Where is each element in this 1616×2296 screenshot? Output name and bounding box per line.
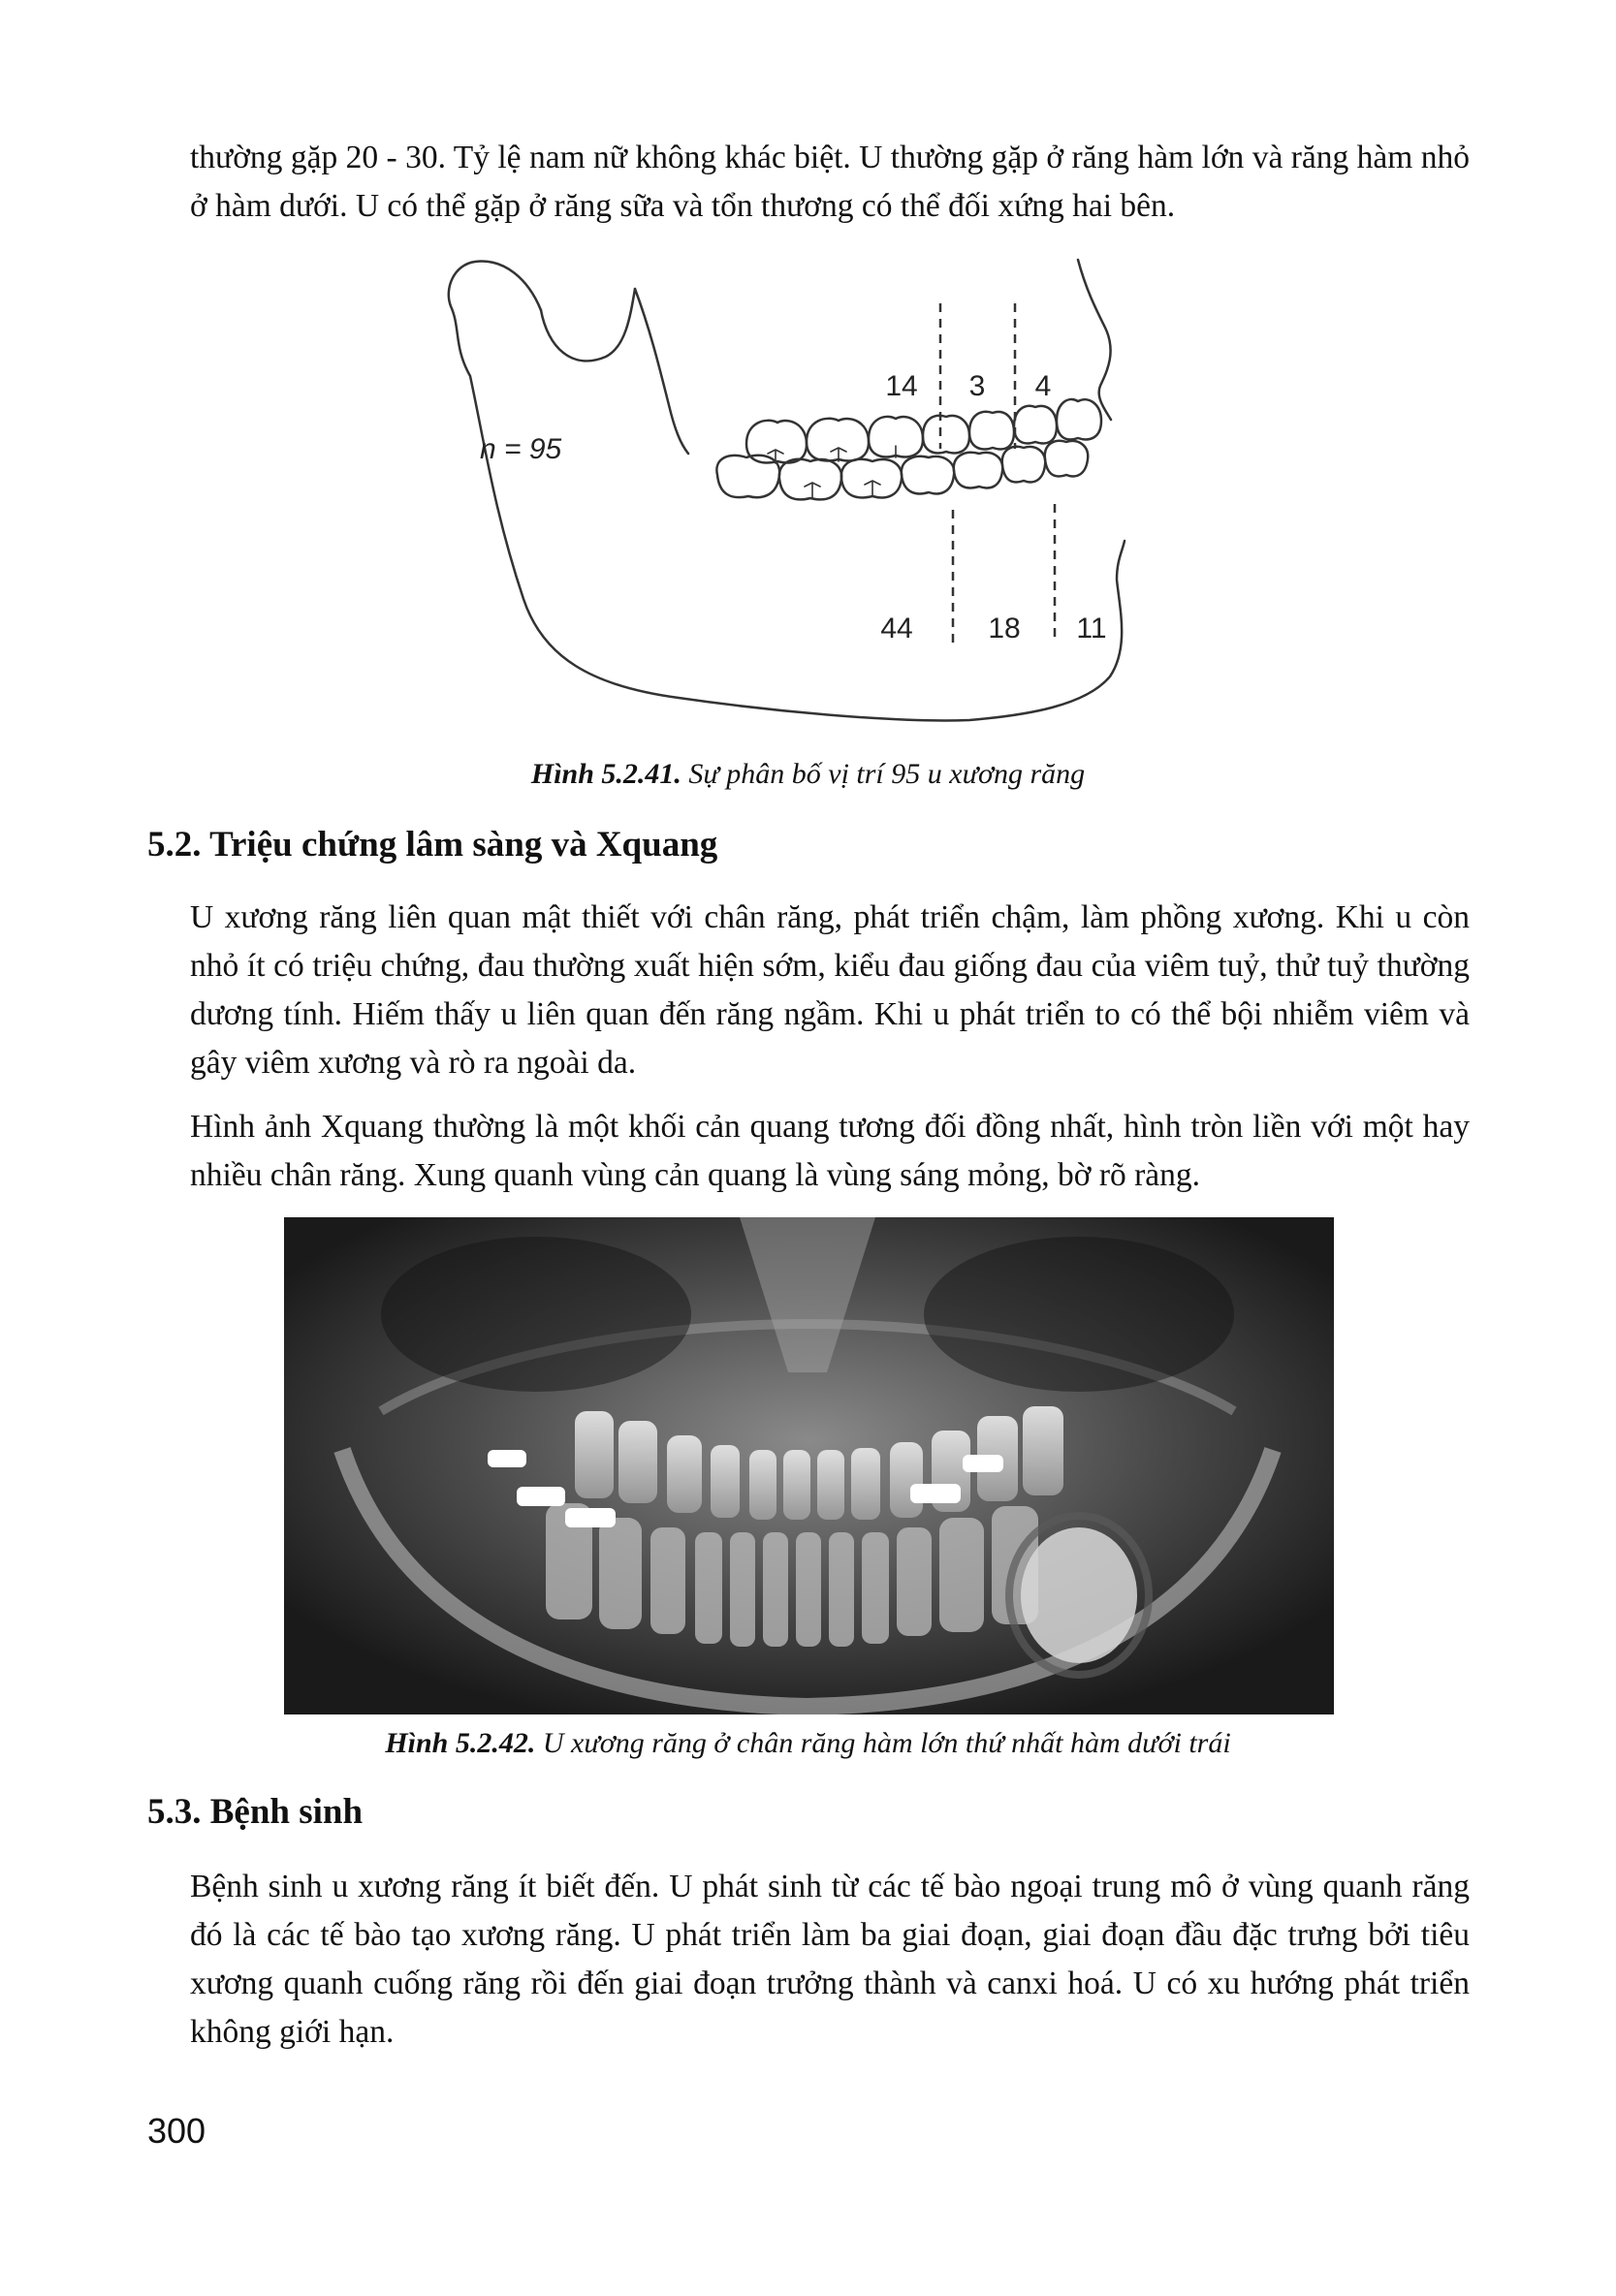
panoramic-xray-image [284,1217,1334,1714]
mandible-distribution-diagram [427,250,1163,735]
xray-right-sinus [924,1237,1234,1392]
upper-count-2: 3 [968,370,986,402]
figure1-caption [0,758,1616,791]
figure2-caption [0,1727,1616,1760]
page-number: 300 [147,2111,206,2151]
xray-odontoma-lesion [1021,1527,1137,1663]
lower-count-3: 11 [1076,613,1107,645]
section-5-3-paragraph: Bệnh sinh u xương răng ít biết đến. U phát sinh từ các tế bào ngoại trung mô ở vùng quanh răng đó là các tế bào tạo xương răng. U phát triển làm ba giai đoạn, giai đoạn đầu đặc trưng bởi tiêu xương quanh cuống răng rồi đến giai đoạn trưởng thành và canxi hoá. U có xu hướng phát triển không giới hạn. [190,1869,1470,2050]
sample-size-label: n = 95 [480,433,562,465]
lower-count-2: 18 [988,613,1021,645]
upper-count-1: 14 [885,370,918,402]
figure2-caption-text: U xương răng ở chân răng hàm lớn thứ nhất hàm dưới trái [542,1727,1231,1759]
section-5-2-paragraph-2: Hình ảnh Xquang thường là một khối cản quang tương đối đồng nhất, hình tròn liền với một hay nhiều chân răng. Xung quanh vùng cản quang là vùng sáng mỏng, bờ rõ ràng. [190,1109,1470,1193]
section-5-3-heading: 5.3. Bệnh sinh [147,1792,364,1832]
region-divider-lines [940,303,1055,643]
mandible-outline [449,262,1125,721]
ramus-front [635,289,688,454]
figure1-caption-text: Sự phân bố vị trí 95 u xương răng [688,758,1086,790]
xray-left-sinus [381,1237,691,1392]
upper-count-3: 4 [1034,370,1052,402]
section-5-2-paragraph-1: U xương răng liên quan mật thiết với chân răng, phát triển chậm, làm phồng xương. Khi u còn nhỏ ít có triệu chứng, đau thường xuất hiện sớm, kiểu đau giống đau của viêm tuỷ, thử tuỷ thường dương tính. Hiếm thấy u liên quan đến răng ngầm. Khi u phát triển to có thể bội nhiễm viêm và gây viêm xương và rò ra ngoài da. [190,899,1470,1081]
lower-teeth [716,441,1088,500]
lower-count-1: 44 [880,613,913,645]
coronoid-notch [541,289,635,361]
upper-teeth [746,399,1101,462]
figure2-caption-number: Hình 5.2.42. [385,1727,536,1759]
section-5-2-heading: 5.2. Triệu chứng lâm sàng và Xquang [147,825,718,865]
maxilla-outline [1078,260,1111,420]
intro-paragraph: thường gặp 20 - 30. Tỷ lệ nam nữ không khác biệt. U thường gặp ở răng hàm lớn và răng hàm nhỏ ở hàm dưới. U có thể gặp ở răng sữa và tổn thương có thể đối xứng hai bên. [190,140,1470,224]
figure1-caption-number: Hình 5.2.41. [530,758,681,790]
